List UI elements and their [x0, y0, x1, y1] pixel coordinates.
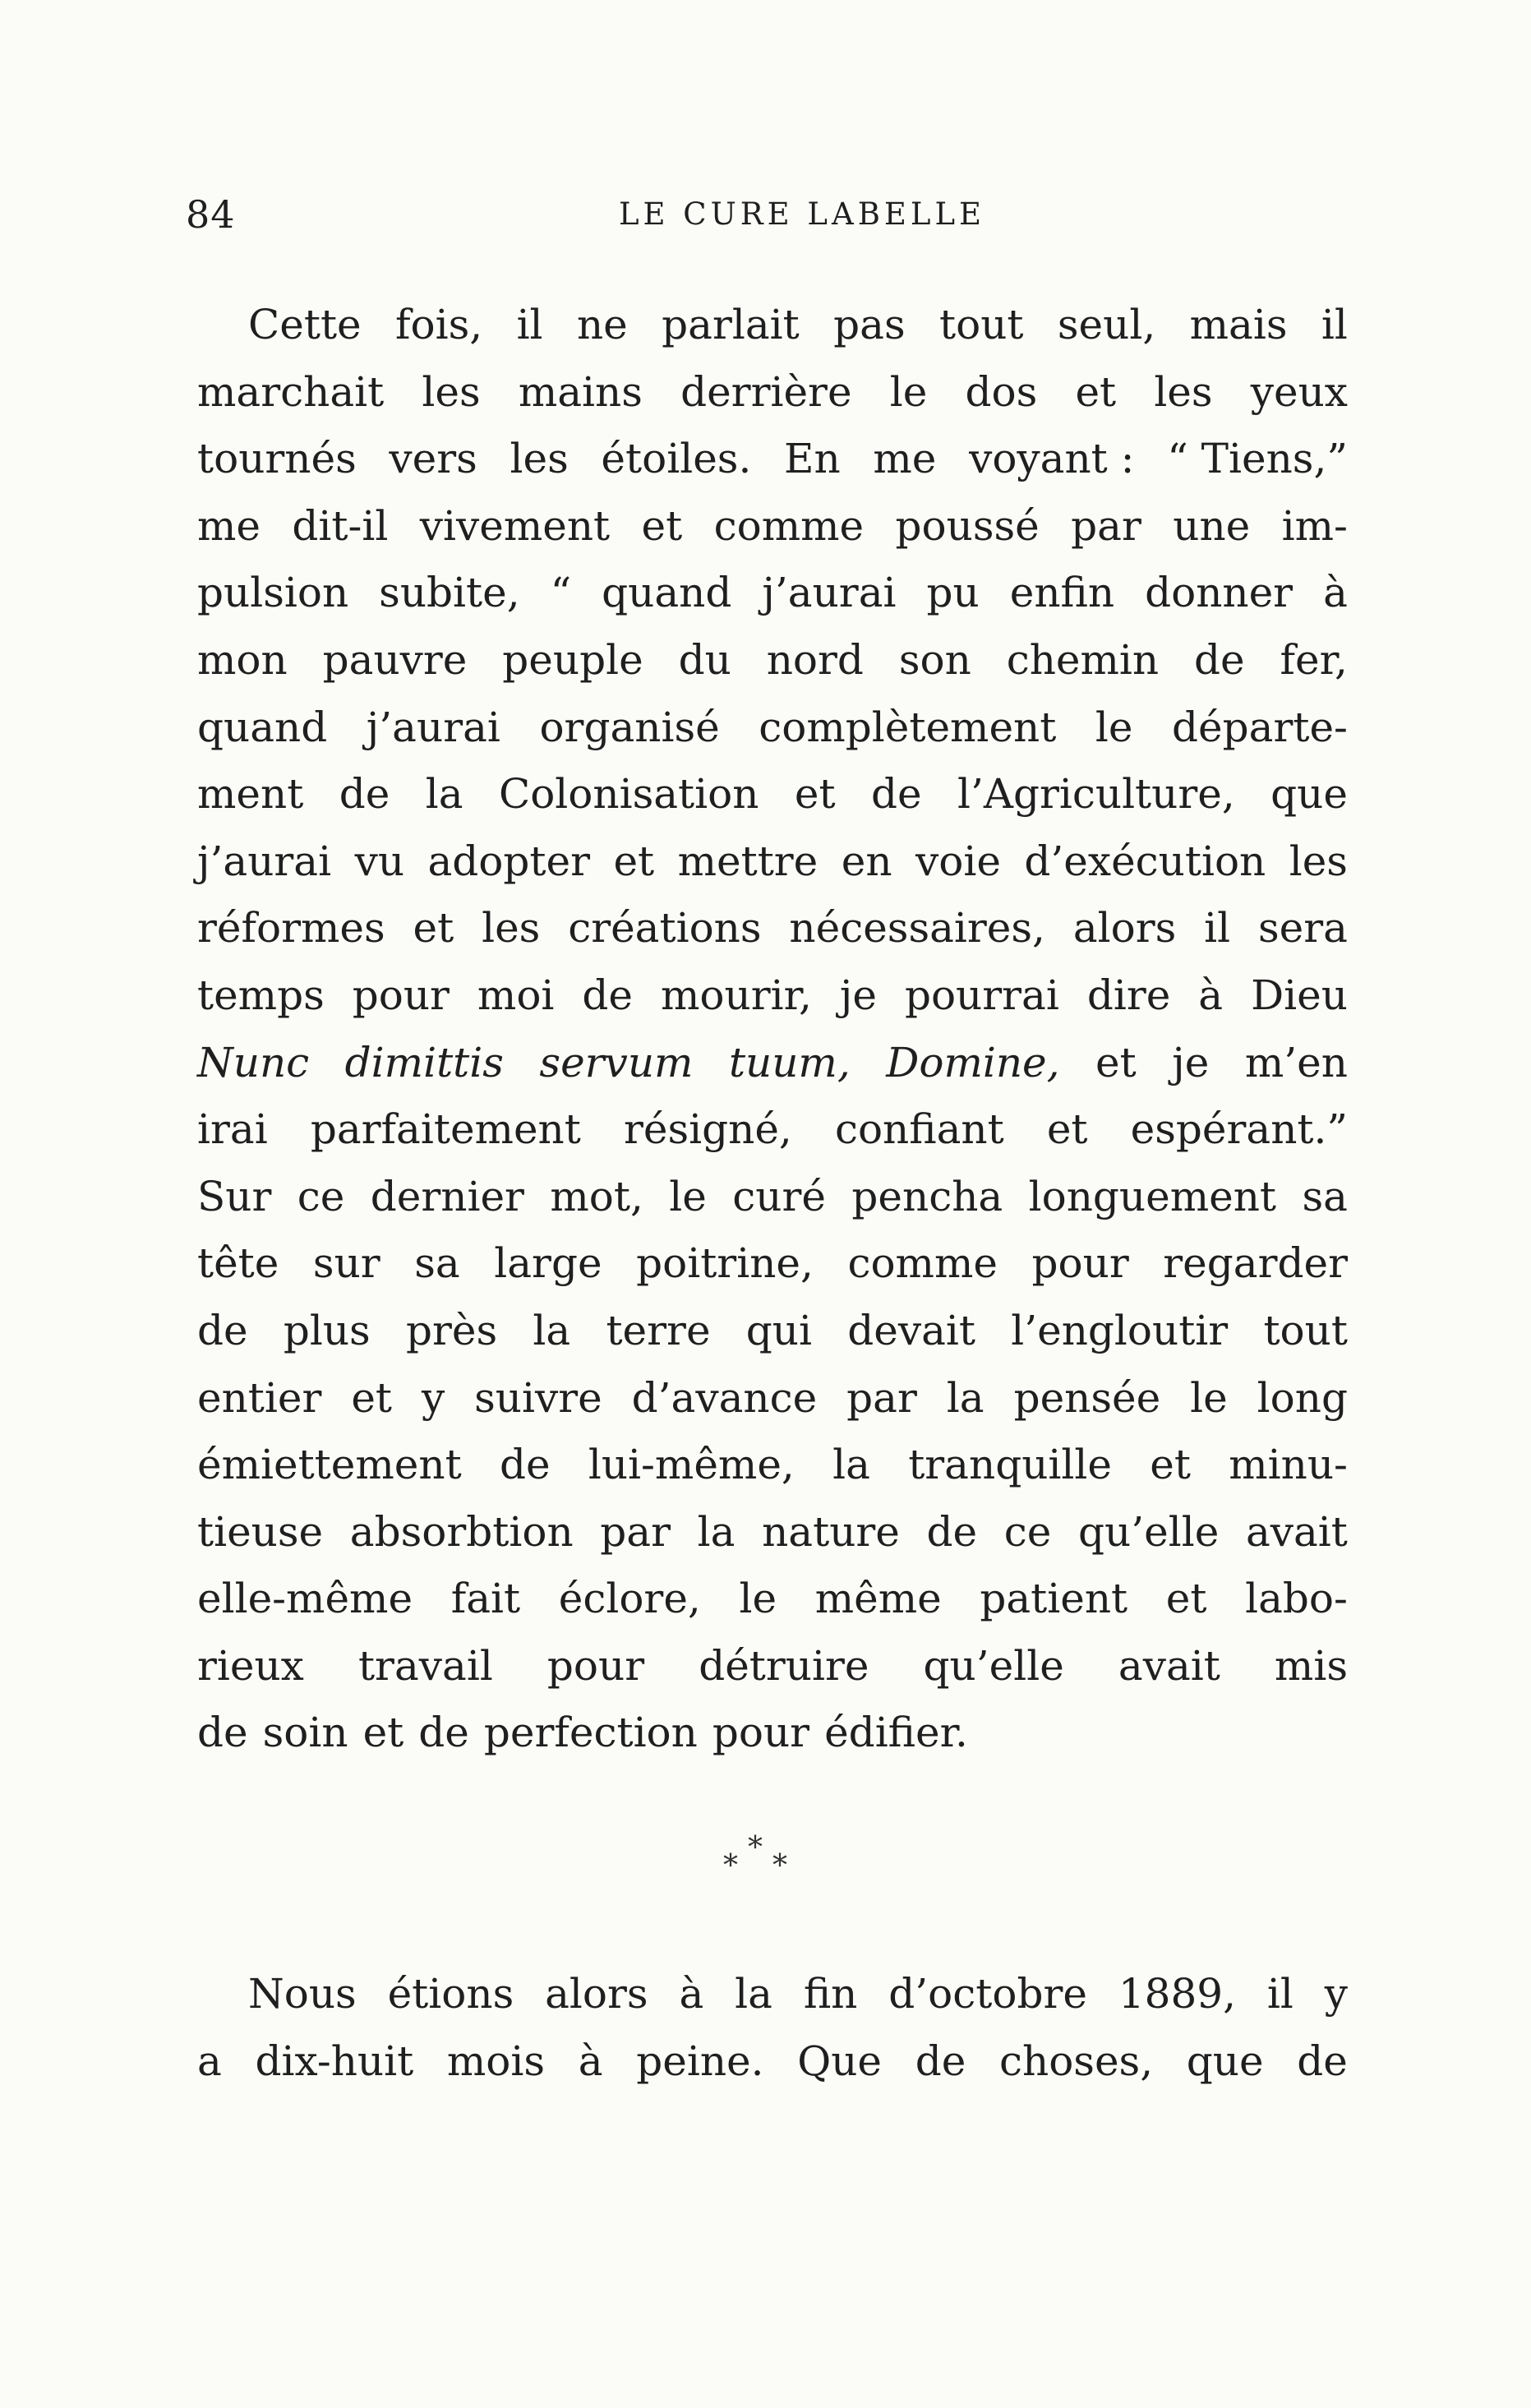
text-line: [197, 1164, 1348, 1231]
word: et: [613, 837, 655, 885]
word: poussé: [895, 501, 1040, 550]
word: du: [678, 635, 731, 684]
paragraph-2: [197, 1961, 1348, 2095]
word: complètement: [759, 703, 1057, 751]
text-line: [197, 1230, 1348, 1298]
text-line: [197, 1700, 1348, 1767]
word: y: [421, 1373, 445, 1422]
text-line: [197, 1499, 1348, 1566]
word: en: [841, 837, 892, 885]
word: de: [870, 770, 922, 819]
word: par: [1071, 501, 1141, 550]
word: pour: [1031, 1239, 1129, 1288]
word: et: [1165, 1575, 1207, 1623]
word: dos: [965, 367, 1038, 416]
word: le: [1095, 703, 1133, 751]
word: le: [669, 1172, 707, 1220]
word: temps: [197, 971, 325, 1019]
word: absorbtion: [349, 1507, 574, 1556]
word: de: [1297, 2037, 1348, 2085]
word: nécessaires,: [789, 904, 1045, 953]
word: plus: [283, 1306, 371, 1354]
word: à: [578, 2037, 603, 2085]
word: de: [197, 1306, 248, 1354]
word: elle-même: [197, 1575, 413, 1623]
word: donner: [1145, 569, 1294, 617]
word: pu: [926, 569, 980, 617]
word: sa: [414, 1239, 460, 1288]
word: tête: [197, 1239, 279, 1288]
word: perfection: [483, 1709, 698, 1757]
word: dix-huit: [255, 2037, 414, 2085]
word: entier: [197, 1373, 322, 1422]
text-line: [197, 962, 1348, 1030]
word: devait: [847, 1306, 975, 1354]
word: dire: [1086, 971, 1171, 1019]
word: qu’elle: [923, 1641, 1064, 1690]
word: me: [873, 435, 937, 483]
word: j’aurai: [762, 569, 897, 617]
text-line: [197, 1566, 1348, 1633]
word: mains: [518, 367, 643, 416]
word: Nunc: [197, 1038, 310, 1086]
word: Dieu: [1251, 971, 1348, 1019]
word: dit-il: [292, 501, 389, 550]
word: parlait: [662, 301, 800, 348]
word: tuum,: [728, 1038, 851, 1086]
page-header: [186, 186, 1353, 243]
word: y: [1324, 1970, 1348, 2018]
word: comme: [713, 501, 865, 550]
word: son: [898, 635, 971, 684]
word: pencha: [851, 1172, 1003, 1220]
word: ment: [197, 770, 304, 819]
word: “ Tiens,”: [1167, 435, 1348, 483]
word: il: [1204, 904, 1231, 953]
word: il: [1266, 1970, 1294, 2018]
word: peuple: [502, 635, 643, 684]
word: fin: [803, 1970, 858, 2018]
text-line: [197, 828, 1348, 896]
text-line: [197, 627, 1348, 694]
word: je: [1172, 1038, 1210, 1086]
word: derrière: [680, 367, 852, 416]
word: de: [1194, 635, 1245, 684]
word: quand: [197, 703, 328, 751]
word: à: [679, 1970, 704, 2018]
text-line: [197, 292, 1348, 359]
word: mis: [1274, 1641, 1348, 1690]
word: dimittis: [344, 1038, 504, 1086]
word: que: [1270, 770, 1348, 819]
word: parfaitement: [310, 1105, 581, 1154]
word: confiant: [834, 1105, 1004, 1154]
word: longuement: [1028, 1172, 1277, 1220]
word: il: [1321, 301, 1348, 348]
word: mettre: [677, 837, 819, 885]
word: poitrine,: [636, 1239, 814, 1288]
text-line: [197, 761, 1348, 828]
word: et: [794, 770, 836, 819]
word: yeux: [1250, 367, 1348, 416]
word: à: [1323, 569, 1348, 617]
word: et: [641, 501, 683, 550]
word: Cette: [248, 301, 362, 348]
word: vers: [389, 435, 477, 483]
word: quand: [602, 569, 732, 617]
word: m’en: [1244, 1038, 1348, 1086]
word: sur: [312, 1239, 380, 1288]
word: l’Agriculture,: [957, 770, 1235, 819]
word: Domine,: [886, 1038, 1060, 1086]
word: et: [1046, 1105, 1088, 1154]
word: pourrai: [904, 971, 1059, 1019]
word: la: [946, 1373, 985, 1422]
word: Colonisation: [498, 770, 759, 819]
word: tournés: [197, 435, 357, 483]
word: me: [197, 501, 261, 550]
word: tranquille: [908, 1441, 1112, 1489]
word: En: [784, 435, 841, 483]
word: vu: [354, 837, 405, 885]
word: par: [846, 1373, 917, 1422]
word: 1889,: [1118, 1970, 1236, 2018]
word: par: [600, 1507, 671, 1556]
text-line: [197, 493, 1348, 560]
word: tout: [1263, 1306, 1348, 1354]
word: réformes: [197, 904, 385, 953]
word: je: [839, 971, 877, 1019]
word: soin: [262, 1709, 348, 1757]
word: qui: [745, 1306, 812, 1354]
word: de: [926, 1507, 978, 1556]
word: le: [1190, 1373, 1228, 1422]
word: moi: [477, 971, 555, 1019]
word: même: [814, 1575, 942, 1623]
word: émiettement: [197, 1441, 462, 1489]
word: organisé: [539, 703, 720, 751]
word: avait: [1245, 1507, 1348, 1556]
text-line: [197, 1298, 1348, 1365]
word: qu’elle: [1078, 1507, 1220, 1556]
word: irai: [197, 1105, 268, 1154]
word: voyant :: [969, 435, 1135, 483]
word: résigné,: [623, 1105, 792, 1154]
word: créations: [568, 904, 762, 953]
text-line: [197, 1030, 1348, 1097]
word: pour: [712, 1709, 810, 1757]
word: une: [1173, 501, 1251, 550]
text-line: [197, 1432, 1348, 1499]
word: subite,: [379, 569, 520, 617]
word: mon: [197, 635, 288, 684]
word: regarder: [1163, 1239, 1348, 1288]
word: chemin: [1006, 635, 1160, 684]
word: détruire: [699, 1641, 869, 1690]
asterism-star: *: [772, 1849, 787, 1883]
asterism: [723, 1831, 822, 1897]
word: départe-: [1172, 703, 1348, 751]
text-line: [197, 895, 1348, 962]
text-line: [197, 694, 1348, 762]
word: im-: [1281, 501, 1348, 550]
word: avait: [1118, 1641, 1220, 1690]
word: et: [1075, 367, 1117, 416]
word: sera: [1258, 904, 1348, 953]
word: mais: [1189, 301, 1288, 348]
word: les: [1289, 837, 1348, 885]
word: de: [499, 1441, 551, 1489]
word: les: [510, 435, 569, 483]
word: rieux: [197, 1641, 304, 1690]
word: j’aurai: [197, 837, 332, 885]
word: Sur: [197, 1172, 272, 1220]
word: pour: [546, 1641, 645, 1690]
word: de: [418, 1709, 469, 1757]
word: étions: [387, 1970, 514, 2018]
word: large: [494, 1239, 602, 1288]
word: d’avance: [631, 1373, 818, 1422]
word: éclore,: [558, 1575, 701, 1623]
word: il: [516, 301, 543, 348]
word: et: [351, 1373, 392, 1422]
word: minu-: [1229, 1441, 1348, 1489]
word: et: [413, 904, 454, 953]
word: tout: [939, 301, 1024, 348]
paragraph-1: [197, 292, 1348, 1767]
word: fois,: [395, 301, 483, 348]
word: étoiles.: [601, 435, 752, 483]
word: nature: [762, 1507, 900, 1556]
word: a: [197, 2037, 222, 2085]
word: ne: [576, 301, 628, 348]
word: pulsion: [197, 569, 349, 617]
word: “: [550, 569, 572, 617]
text-line: [197, 1961, 1348, 2028]
word: marchait: [197, 367, 385, 416]
word: travail: [357, 1641, 493, 1690]
word: d’octobre: [888, 1970, 1087, 2018]
text-line: [197, 359, 1348, 427]
word: de: [915, 2037, 966, 2085]
word: enfin: [1009, 569, 1115, 617]
word: d’exécution: [1024, 837, 1266, 885]
word: la: [735, 1970, 772, 2018]
word: Que: [797, 2037, 883, 2085]
word: dernier: [370, 1172, 524, 1220]
word: pour: [352, 971, 450, 1019]
word: pauvre: [322, 635, 468, 684]
word: de: [582, 971, 634, 1019]
running-title: LE CURE LABELLE: [618, 196, 986, 232]
word: servum: [539, 1038, 694, 1086]
word: à: [1198, 971, 1224, 1019]
word: le: [889, 367, 928, 416]
word: espérant.”: [1130, 1105, 1348, 1154]
word: fer,: [1280, 635, 1348, 684]
text-line: [197, 560, 1348, 627]
word: ce: [1003, 1507, 1052, 1556]
word: peine.: [636, 2037, 764, 2085]
word: nord: [766, 635, 864, 684]
word: adopter: [427, 837, 590, 885]
word: terre: [606, 1306, 711, 1354]
word: suivre: [474, 1373, 602, 1422]
word: et: [362, 1709, 404, 1757]
word: le: [739, 1575, 777, 1623]
word: pensée: [1013, 1373, 1161, 1422]
word: voie: [915, 837, 1001, 885]
word: curé: [732, 1172, 826, 1220]
word: de: [339, 770, 390, 819]
word: que: [1186, 2037, 1264, 2085]
word: j’aurai: [366, 703, 500, 751]
word: et: [1150, 1441, 1191, 1489]
word: ce: [297, 1172, 345, 1220]
word: tieuse: [197, 1507, 324, 1556]
word: la: [697, 1507, 736, 1556]
word: alors: [545, 1970, 648, 2018]
word: près: [405, 1306, 498, 1354]
word: mot,: [550, 1172, 643, 1220]
text-line: [197, 2028, 1348, 2096]
word: Nous: [248, 1970, 357, 2018]
word: seul,: [1057, 301, 1156, 348]
word: de: [197, 1709, 248, 1757]
word: mourir,: [660, 971, 812, 1019]
word: alors: [1072, 904, 1177, 953]
word: long: [1257, 1373, 1348, 1422]
text-line: [197, 1365, 1348, 1432]
page-number: 84: [186, 192, 236, 237]
word: la: [533, 1306, 571, 1354]
word: les: [422, 367, 481, 416]
word: vivement: [419, 501, 611, 550]
word: sa: [1302, 1172, 1348, 1220]
word: les: [1154, 367, 1213, 416]
word: pas: [833, 301, 906, 348]
word: l’engloutir: [1011, 1306, 1229, 1354]
text-line: [197, 1633, 1348, 1700]
word: patient: [980, 1575, 1128, 1623]
word: la: [425, 770, 463, 819]
text-line: [197, 426, 1348, 493]
word: les: [482, 904, 541, 953]
word: et: [1095, 1038, 1137, 1086]
asterism-star: *: [723, 1849, 738, 1883]
word: labo-: [1245, 1575, 1348, 1623]
text-line: [197, 1096, 1348, 1164]
word: lui-même,: [588, 1441, 795, 1489]
word: édifier.: [824, 1709, 968, 1757]
word: la: [832, 1441, 870, 1489]
word: fait: [450, 1575, 521, 1623]
word: comme: [847, 1239, 998, 1288]
asterism-star: *: [748, 1831, 763, 1865]
word: mois: [446, 2037, 546, 2085]
word: choses,: [999, 2037, 1154, 2085]
